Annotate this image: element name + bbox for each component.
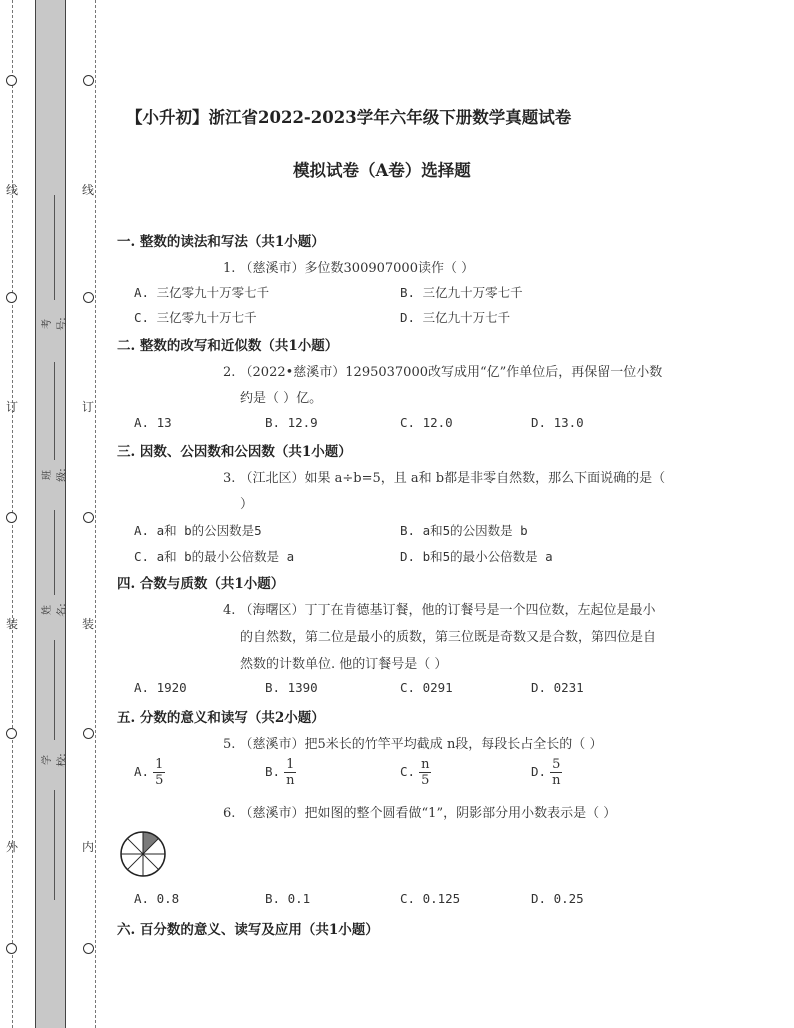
question-4-option-d[interactable]: D. 0231 xyxy=(531,680,584,695)
question-4-option-a[interactable]: A. 1920 xyxy=(134,680,187,695)
question-2-option-d[interactable]: D. 13.0 xyxy=(531,415,584,430)
fraction xyxy=(153,757,165,788)
binding-hole-marker xyxy=(6,75,17,86)
question-2-option-b[interactable]: B. 12.9 xyxy=(265,415,318,430)
option-label: A. xyxy=(134,764,150,779)
section-heading: 六. 百分数的意义、读写及应用（共1小题） xyxy=(117,922,379,938)
question-1-option-a[interactable]: A. 三亿零九十万零七千 xyxy=(134,285,270,300)
question-4-text-cont: 的自然数，第二位是最小的质数，第三位既是奇数又是合数，第四位是自 xyxy=(240,630,657,645)
question-3-text: 3. （江北区）如果 a÷b=5，且 a和 b都是非零自然数，那么下面说确的是（ xyxy=(223,471,666,486)
fraction xyxy=(419,757,431,788)
field-line xyxy=(54,195,55,300)
exam-subtitle: 模拟试卷（A卷）选择题 xyxy=(293,161,471,180)
question-6-option-d[interactable]: D. 0.25 xyxy=(531,891,584,906)
school-field-label: 学校: xyxy=(42,753,68,767)
question-2-text: 2. （2022•慈溪市）1295037000改写成用“亿”作单位后，再保留一位小数 xyxy=(223,365,663,380)
margin-char: 外 xyxy=(6,840,19,854)
strip-border-right xyxy=(65,0,66,1028)
option-label: B. xyxy=(265,764,281,779)
question-6-option-c[interactable]: C. 0.125 xyxy=(400,891,461,906)
question-3-option-a[interactable]: A. a和 b的公因数是5 xyxy=(134,523,262,538)
binding-hole-marker xyxy=(83,75,94,86)
margin-char: 订 xyxy=(6,400,19,414)
question-3-text-cont: ） xyxy=(240,497,254,512)
fraction-numerator: 1 xyxy=(284,757,296,773)
question-5-option-c[interactable] xyxy=(400,757,431,788)
fraction xyxy=(284,757,296,788)
margin-char: 内 xyxy=(82,840,95,854)
margin-char: 线 xyxy=(6,183,19,197)
fraction-denominator: 5 xyxy=(155,773,164,788)
binding-hole-marker xyxy=(83,512,94,523)
divided-circle-figure xyxy=(117,828,169,880)
fraction-numerator: 5 xyxy=(550,757,562,773)
question-4-option-c[interactable]: C. 0291 xyxy=(400,680,453,695)
student-id-field-label: 考号: xyxy=(42,317,68,331)
strip-border-left xyxy=(35,0,36,1028)
question-6-text: 6. （慈溪市）把如图的整个圆看做“1”，阴影部分用小数表示是（ ） xyxy=(223,806,617,821)
inner-cut-line xyxy=(95,0,96,1028)
binding-hole-marker xyxy=(83,943,94,954)
question-1-option-b[interactable]: B. 三亿九十万零七千 xyxy=(400,285,523,300)
fraction xyxy=(550,757,562,788)
section-heading: 二. 整数的改写和近似数（共1小题） xyxy=(117,338,339,354)
fraction-denominator: n xyxy=(552,773,561,788)
margin-char: 订 xyxy=(82,400,95,414)
question-1-text: 1. （慈溪市）多位数300907000读作（ ） xyxy=(223,261,475,276)
question-5-text: 5. （慈溪市）把5米长的竹竿平均截成 n段，每段长占全长的（ ） xyxy=(223,737,603,752)
sector-dividers xyxy=(121,832,165,876)
option-label: C. xyxy=(400,764,416,779)
info-strip xyxy=(35,0,68,1028)
question-6-option-b[interactable]: B. 0.1 xyxy=(265,891,311,906)
question-4-option-b[interactable]: B. 1390 xyxy=(265,680,318,695)
section-heading: 三. 因数、公因数和公因数（共1小题） xyxy=(117,444,352,460)
question-5-option-a[interactable] xyxy=(134,757,165,788)
binding-hole-marker xyxy=(6,292,17,303)
fraction-denominator: 5 xyxy=(421,773,430,788)
class-field-label: 班级: xyxy=(42,468,68,482)
question-2-option-a[interactable]: A. 13 xyxy=(134,415,172,430)
question-5-option-b[interactable] xyxy=(265,757,296,788)
fraction-numerator: n xyxy=(421,757,430,772)
question-1-option-d[interactable]: D. 三亿九十万七千 xyxy=(400,310,511,325)
margin-char: 线 xyxy=(82,183,95,197)
field-line xyxy=(54,362,55,460)
question-1-option-c[interactable]: C. 三亿零九十万七千 xyxy=(134,310,257,325)
section-heading: 一. 整数的读法和写法（共1小题） xyxy=(117,234,325,250)
question-3-option-d[interactable]: D. b和5的最小公倍数是 a xyxy=(400,549,553,564)
question-2-option-c[interactable]: C. 12.0 xyxy=(400,415,453,430)
fraction-numerator: 1 xyxy=(155,757,164,772)
question-5-option-d[interactable] xyxy=(531,757,562,788)
section-heading: 五. 分数的意义和读写（共2小题） xyxy=(117,710,325,726)
question-4-text-cont: 然数的计数单位. 他的订餐号是（ ） xyxy=(240,657,448,672)
binding-hole-marker xyxy=(6,728,17,739)
margin-char: 装 xyxy=(6,617,19,631)
binding-hole-marker xyxy=(6,512,17,523)
fraction-denominator: n xyxy=(286,773,295,788)
exam-title: 【小升初】浙江省2022-2023学年六年级下册数学真题试卷 xyxy=(126,108,572,127)
question-3-option-c[interactable]: C. a和 b的最小公倍数是 a xyxy=(134,549,295,564)
binding-hole-marker xyxy=(83,728,94,739)
binding-hole-marker xyxy=(83,292,94,303)
name-field-label: 姓名: xyxy=(42,603,68,617)
question-2-text-cont: 约是（ ）亿。 xyxy=(240,391,323,406)
question-6-option-a[interactable]: A. 0.8 xyxy=(134,891,180,906)
binding-hole-marker xyxy=(6,943,17,954)
section-heading: 四. 合数与质数（共1小题） xyxy=(117,576,285,592)
shaded-sector xyxy=(143,832,159,854)
field-line xyxy=(54,510,55,595)
field-line xyxy=(54,790,55,900)
margin-char: 装 xyxy=(82,617,95,631)
question-3-option-b[interactable]: B. a和5的公因数是 b xyxy=(400,523,528,538)
option-label: D. xyxy=(531,764,547,779)
question-4-text: 4. （海曙区）丁丁在肯德基订餐，他的订餐号是一个四位数，左起位是最小 xyxy=(223,603,656,618)
field-line xyxy=(54,640,55,740)
